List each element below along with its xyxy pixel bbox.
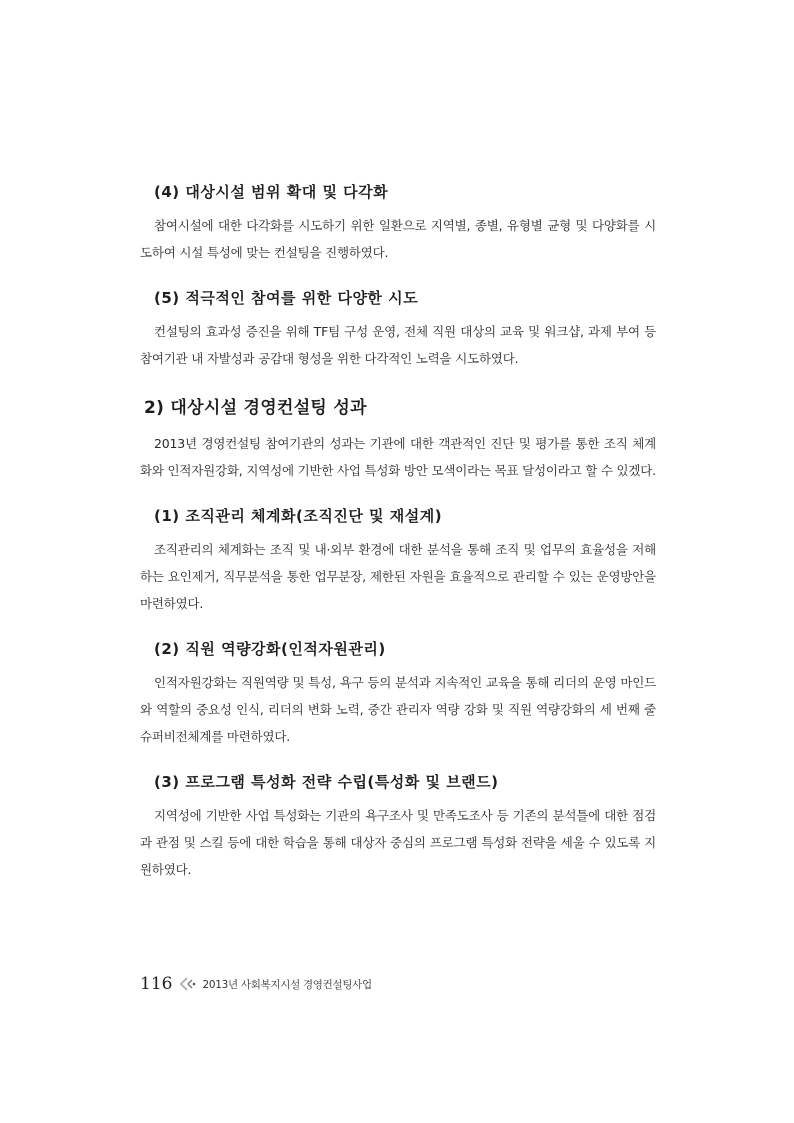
footer-title: 2013년 사회복지시설 경영컨설팅사업 bbox=[202, 978, 372, 991]
page-number: 116 bbox=[140, 974, 173, 994]
main-paragraph-2: 2013년 경영컨설팅 참여기관의 성과는 기관에 대한 객관적인 진단 및 평가를 통한 조직 체계화와 인적자원강화, 지역성에 기반한 사업 특성화 방안 모색이라는 목표 달성이라고 할 수 있겠다. bbox=[140, 436, 656, 478]
section-paragraph-1: 조직관리의 체계화는 조직 및 내·외부 환경에 대한 분석을 통해 조직 및 업무의 효율성을 저해하는 요인제거, 직무분석을 통한 업무분장, 제한된 자원을 효율적으로 관리할 수 있는 운영방안을 마련하였다. bbox=[140, 542, 656, 611]
section-heading-2: (2) 직원 역량강화(인적자원관리) bbox=[154, 640, 386, 658]
section-heading-3: (3) 프로그램 특성화 전략 수립(특성화 및 브랜드) bbox=[154, 773, 499, 791]
section-paragraph-5: 컨설팅의 효과성 증진을 위해 TF팀 구성 운영, 전체 직원 대상의 교육 및 워크샵, 과제 부여 등 참여기관 내 자발성과 공감대 형성을 위한 다각적인 노력을 시도하였다. bbox=[140, 324, 656, 366]
section-paragraph-4: 참여시설에 대한 다각화를 시도하기 위한 일환으로 지역별, 종별, 유형별 균형 및 다양화를 시도하여 시설 특성에 맞는 컨설팅을 진행하였다. bbox=[140, 218, 656, 260]
main-heading-2: 2) 대상시설 경영컨설팅 성과 bbox=[144, 398, 367, 418]
section-heading-5: (5) 적극적인 참여를 위한 다양한 시도 bbox=[154, 289, 419, 307]
document-body bbox=[140, 180, 656, 883]
section-heading-1: (1) 조직관리 체계화(조직진단 및 재설계) bbox=[154, 507, 443, 525]
page-footer bbox=[140, 972, 372, 996]
double-chevron-left-icon bbox=[178, 976, 196, 992]
section-paragraph-3: 지역성에 기반한 사업 특성화는 기관의 욕구조사 및 만족도조사 등 기존의 분석틀에 대한 점검과 관점 및 스킬 등에 대한 학습을 통해 대상자 중심의 프로그램 특성화 전략을 세울 수 있도록 지원하였다. bbox=[140, 808, 656, 877]
section-heading-4: (4) 대상시설 범위 확대 및 다각화 bbox=[154, 183, 389, 201]
section-paragraph-2: 인적자원강화는 직원역량 및 특성, 욕구 등의 분석과 지속적인 교육을 통해 리더의 운영 마인드와 역할의 중요성 인식, 리더의 변화 노력, 중간 관리자 역량 강화 및 직원 역량강화의 세 번째 줄 슈퍼비전체계를 마련하였다. bbox=[140, 675, 656, 744]
